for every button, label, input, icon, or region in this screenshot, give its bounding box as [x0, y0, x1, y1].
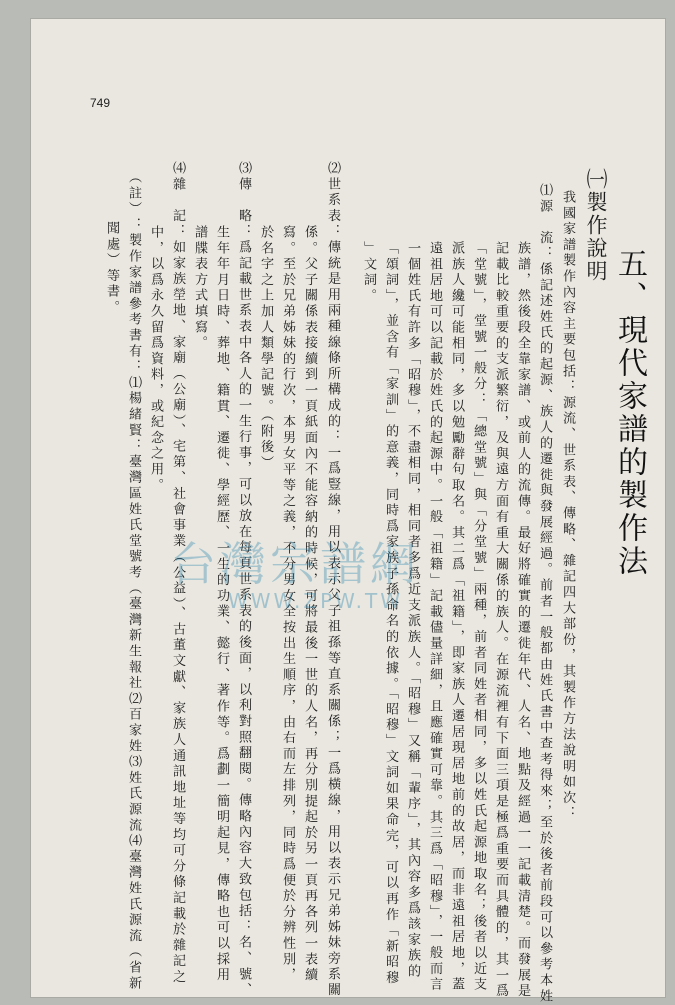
text-column: 一個姓氏有許多「昭穆」，不盡相同，相同者多爲近支派族人。「昭穆」又稱「輩序」，其內容多爲該家族的: [405, 241, 421, 980]
page-number: 749: [90, 96, 111, 110]
text-column: 「頌詞」，並含有「家訓」的意義，同時爲家族子孫命名的依據。「昭穆」文詞如果命完，可以再作「新昭穆: [383, 241, 399, 987]
watermark-url: WWW.ZPW.TW: [228, 589, 403, 613]
book-page: [30, 18, 666, 1005]
text-column: ⑴源 流：係記述姓氏的起源、族人的遷徙與發展經過。前者一般都由姓氏書中查考得來；至於後者前段可以參考本姓: [537, 183, 553, 1005]
text-column: 寫。至於兄弟姊妹的行次，本男女平等之義，不分男女全按出生順序，由右而左排列，同時爲便於分辨性別，: [280, 225, 296, 984]
text-column: （註）：製作家譜參考書有：⑴楊緒賢：臺灣區姓氏堂號考（臺灣新生報社⑵百家姓⑶姓氏源流⑷臺灣姓氏源流（省新: [126, 170, 142, 992]
text-column: 生年年月日時、葬地、籍貫、遷徙、學經歷、一生的功業、懿行、著作等。爲劃一簡明起見，傳略也可以採用: [214, 225, 230, 984]
text-column: ⑶傳 略：爲記載世系表中各人的一生行事，可以放在每頁世系表的後面，以利對照翻閱。傳略內容大致包括：名、號、: [236, 161, 252, 999]
text-column: 譜牒表方式填寫。: [192, 225, 208, 352]
text-column: 族譜，然後段全靠家譜、或前人的流傳。最好將確實的遷徙年代、人名、地點及經過一一記載清楚。而發展是: [515, 241, 531, 1000]
chapter-title: 五、現代家譜的製作法: [612, 248, 647, 578]
text-column: 記載比較重要的支派繁衍，及與遠方面有重大關係的族人。在源流裡有下面三項是極爲重要而具體的，其一爲: [493, 241, 509, 1000]
watermark-logo: 台灣宗譜網: [170, 537, 420, 591]
text-column: ⑷雜 記：如家族塋地、家廟（公廟）、宅第、社會事業（公益）、古董文獻、家族人通訊地址等均可分條記載於雜記之: [170, 161, 186, 986]
text-column: 於名字之上加人類學記號。（附後）: [258, 225, 274, 472]
text-column: 中，以爲永久留爲資料，或紀念之用。: [148, 225, 164, 494]
text-column: ⑵世系表：傳統是用兩種線條所構成的：一爲豎線，用以表示父子祖孫等直系關係；一爲橫線，用以表示兄弟姊妹旁系關: [325, 161, 341, 999]
text-column: 遠祖居地可以記載於姓氏的起源中。一般「祖籍」記載儘量詳細，且應確實可靠。其三爲「昭穆」，一般而言: [427, 241, 443, 993]
text-column: 我國家譜製作內容主要包括：源流、世系表、傳略、雜記四大部份，其製作方法說明如次：: [560, 190, 576, 822]
text-column: 聞處）等書。: [104, 221, 120, 316]
section-title: ㈠製作說明: [584, 168, 608, 283]
text-column: 派族人纔可能相同，多以勉勵辭句取名。其二爲「祖籍」，即家族人遷居現居地前的故居，而非遠祖居地，蓋: [449, 241, 465, 993]
text-column: 」文詞。: [361, 241, 377, 305]
text-column: 「堂號」，堂號一般分：「總堂號」與「分堂號」兩種，前者同姓者相同，多以姓氏起源地取名；後者以近支: [471, 241, 487, 993]
text-column: 係。父子關係表接續到一頁紙面內不能容納的時候，可將最後一世的人名，再分別提起於另一頁再各列一表續: [302, 225, 318, 984]
